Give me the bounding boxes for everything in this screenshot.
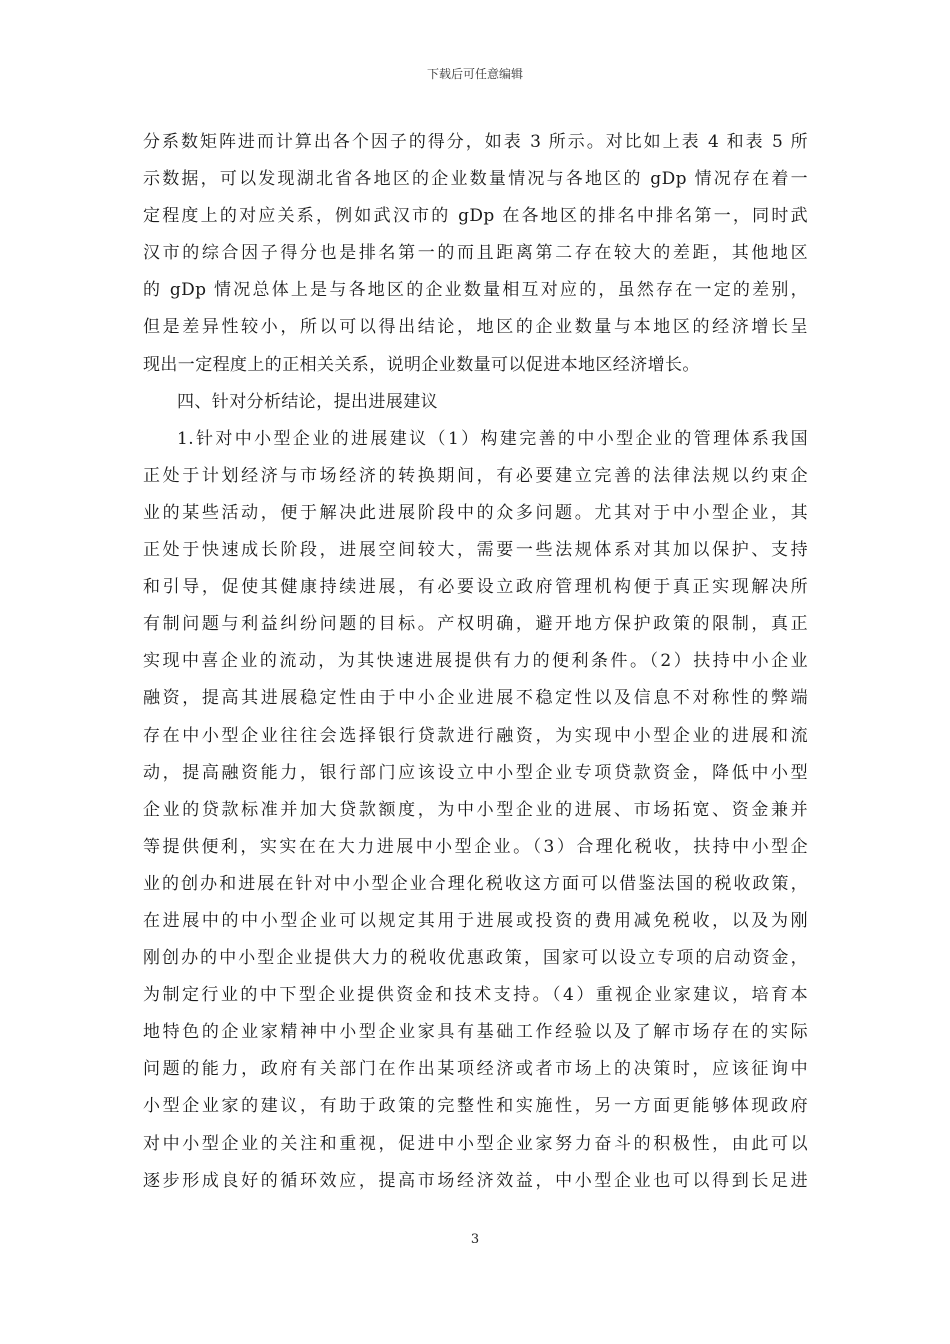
- paragraph-line: 1.针对中小型企业的进展建议（1）构建完善的中小型企业的管理体系我国: [177, 428, 808, 449]
- paragraph-line: 分系数矩阵进而计算出各个因子的得分，如表 3 所示。对比如上表 4 和表 5 所: [143, 132, 808, 152]
- paragraph-line: 为制定行业的中下型企业提供资金和技术支持。（4）重视企业家建议，培育本: [143, 985, 808, 1006]
- paragraph-line: 对中小型企业的关注和重视，促进中小型企业家努力奋斗的积极性，由此可以: [143, 1133, 808, 1154]
- paragraph-line: 正处于快速成长阶段，进展空间较大，需要一些法规体系对其加以保护、支持: [143, 540, 808, 561]
- paragraph-line: 小型企业家的建议，有助于政策的完整性和实施性，另一方面更能够体现政府: [143, 1096, 808, 1117]
- paragraph-line: 定程度上的对应关系，例如武汉市的 gDp 在各地区的排名中排名第一，同时武: [143, 206, 808, 227]
- paragraph-line: 业的创办和进展在针对中小型企业合理化税收这方面可以借鉴法国的税收政策，: [143, 873, 808, 894]
- body-text: [143, 124, 808, 1200]
- paragraph-line: 但是差异性较小，所以可以得出结论，地区的企业数量与本地区的经济增长呈: [143, 317, 808, 338]
- paragraph-line: 业的某些活动，便于解决此进展阶段中的众多问题。尤其对于中小型企业，其: [143, 502, 808, 523]
- paragraph-line: 等提供便利，实实在在大力进展中小型企业。（3）合理化税收，扶持中小型企: [143, 836, 808, 857]
- page-header: 下载后可任意编辑: [426, 67, 523, 81]
- paragraph-line: 刚创办的中小型企业提供大力的税收优惠政策，国家可以设立专项的启动资金，: [143, 948, 808, 969]
- paragraph-line: 地特色的企业家精神中小型企业家具有基础工作经验以及了解市场存在的实际: [143, 1022, 808, 1043]
- paragraph-line: 示数据，可以发现湖北省各地区的企业数量情况与各地区的 gDp 情况存在着一: [143, 169, 808, 190]
- paragraph-line: 问题的能力，政府有关部门在作出某项经济或者市场上的决策时，应该征询中: [143, 1059, 808, 1080]
- paragraph-line: 融资，提高其进展稳定性由于中小企业进展不稳定性以及信息不对称性的弊端: [143, 688, 808, 709]
- paragraph-line: 的 gDp 情况总体上是与各地区的企业数量相互对应的，虽然存在一定的差别，: [143, 280, 808, 301]
- paragraph-line: 企业的贷款标准并加大贷款额度，为中小型企业的进展、市场拓宽、资金兼并: [143, 799, 808, 820]
- paragraph-line: 正处于计划经济与市场经济的转换期间，有必要建立完善的法律法规以约束企: [143, 465, 808, 486]
- paragraph-line: 汉市的综合因子得分也是排名第一的而且距离第二存在较大的差距，其他地区: [143, 243, 808, 264]
- paragraph-line: 存在中小型企业往往会选择银行贷款进行融资，为实现中小型企业的进展和流: [143, 725, 808, 746]
- section-heading: 四、针对分析结论，提出进展建议: [177, 391, 438, 412]
- page-number: 3: [470, 1232, 480, 1247]
- paragraph-line: 逐步形成良好的循环效应，提高市场经济效益，中小型企业也可以得到长足进: [143, 1170, 808, 1191]
- paragraph-line: 现出一定程度上的正相关关系，说明企业数量可以促进本地区经济增长。: [143, 354, 700, 375]
- paragraph-line: 动，提高融资能力，银行部门应该设立中小型企业专项贷款资金，降低中小型: [143, 762, 808, 783]
- paragraph-line: 和引导，促使其健康持续进展，有必要设立政府管理机构便于真正实现解决所: [143, 577, 808, 598]
- paragraph-line: 实现中喜企业的流动，为其快速进展提供有力的便利条件。（2）扶持中小企业: [143, 651, 808, 672]
- paragraph-line: 有制问题与利益纠纷问题的目标。产权明确，避开地方保护政策的限制，真正: [143, 614, 808, 635]
- paragraph-line: 在进展中的中小型企业可以规定其用于进展或投资的费用减免税收，以及为刚: [143, 910, 808, 931]
